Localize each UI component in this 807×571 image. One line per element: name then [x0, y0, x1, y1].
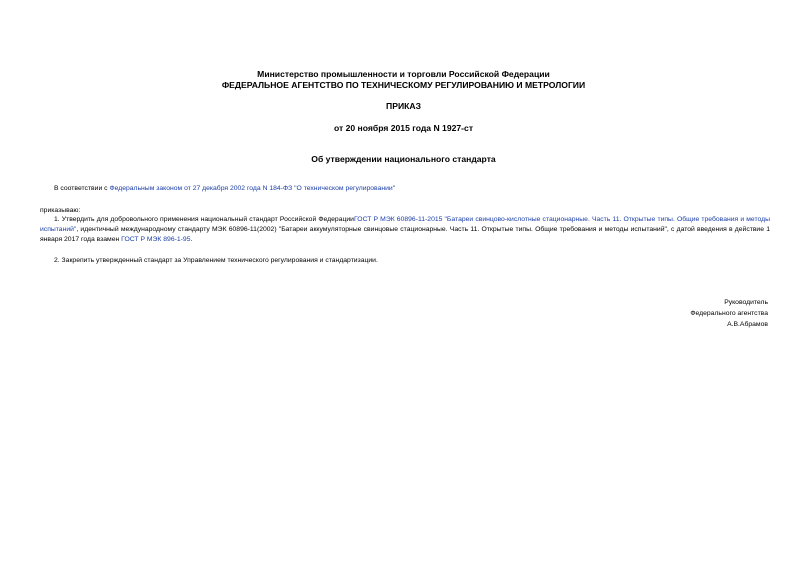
item-1-text-before: 1. Утвердить для добровольного применения национальный стандарт Российской Федерации	[54, 216, 354, 223]
order-word: приказываю:	[40, 207, 81, 214]
document-type: ПРИКАЗ	[386, 101, 421, 111]
item-1-text-middle: , идентичный международному стандарту МЭК 60896-11(2002) "Батареи аккумуляторные свинцовые стационарные. Часть 11. Открытые типы. Общие требования и методы испытаний", с датой введения в действие 1 января 2017 года взамен	[40, 226, 770, 243]
signature-name: А.В.Абрамов	[727, 321, 768, 328]
basis-prefix: В соответствии с	[54, 185, 110, 192]
gost-standard-link[interactable]: ГОСТ Р МЭК 60896-11-2015 "Батареи свинцово-кислотные стационарные. Часть 11. Открытые типы. Общие требования и методы испытаний"	[40, 216, 771, 233]
signature-block	[690, 297, 768, 330]
item-2-paragraph: 2. Закрепить утвержденный стандарт за Управлением технического регулирования и стандартизации.	[54, 257, 378, 264]
ministry-title: Министерство промышленности и торговли Российской Федерации	[257, 69, 550, 79]
item-1-text-after: .	[190, 236, 193, 243]
signature-position: Руководитель	[724, 299, 768, 306]
replaced-standard-link[interactable]: ГОСТ Р МЭК 896-1-95	[121, 236, 191, 243]
item-1-paragraph	[40, 215, 770, 245]
agency-title: ФЕДЕРАЛЬНОЕ АГЕНТСТВО ПО ТЕХНИЧЕСКОМУ РЕГУЛИРОВАНИЮ И МЕТРОЛОГИИ	[221, 80, 586, 90]
basis-paragraph	[40, 184, 770, 194]
signature-organization: Федерального агентства	[690, 310, 768, 317]
federal-law-link[interactable]: Федеральным законом от 27 декабря 2002 года N 184-ФЗ "О техническом регулировании"	[109, 185, 396, 192]
document-date-number: от 20 ноября 2015 года N 1927-ст	[333, 123, 474, 133]
document-subject: Об утверждении национального стандарта	[311, 154, 496, 164]
